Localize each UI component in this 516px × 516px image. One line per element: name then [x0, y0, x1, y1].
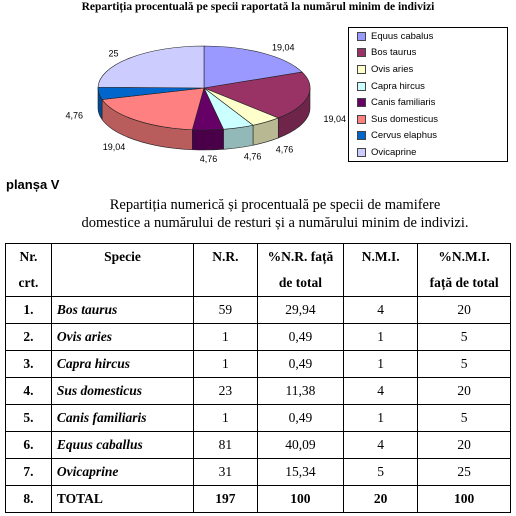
table-row [6, 297, 511, 324]
cell-pct-nmi: 25 [418, 459, 511, 486]
legend-swatch [357, 98, 366, 107]
legend-item [349, 128, 507, 145]
header-nr: Nr. crt. [6, 244, 52, 297]
cell-pct-nr: 0,49 [257, 405, 343, 432]
cell-pct-nmi: 20 [418, 432, 511, 459]
cell-nr: 3. [6, 351, 52, 378]
legend-label: Ovis aries [371, 63, 414, 75]
legend-swatch [357, 115, 366, 124]
table-title [60, 196, 490, 232]
cell-specie: Equus caballus [51, 432, 193, 459]
pie-data-label: 19,04 [102, 142, 126, 153]
cell-pct-nmi: 5 [418, 324, 511, 351]
cell-nmi: 20 [344, 486, 418, 513]
chart-legend [348, 27, 508, 162]
legend-label: Canis familiaris [371, 97, 436, 109]
header-pct-nmi: %N.M.I. față de total [418, 244, 511, 297]
header-specie: Specie [51, 244, 193, 297]
cell-pct-nmi: 5 [418, 351, 511, 378]
header-nmi: N.M.I. [344, 244, 418, 297]
cell-n-r: 1 [193, 351, 257, 378]
pie-data-label: 4,76 [243, 151, 262, 162]
cell-pct-nr: 15,34 [257, 459, 343, 486]
pie-data-label: 4,76 [65, 110, 84, 121]
cell-pct-nmi: 20 [418, 297, 511, 324]
cell-pct-nr: 40,09 [257, 432, 343, 459]
cell-n-r: 1 [193, 405, 257, 432]
cell-nr: 7. [6, 459, 52, 486]
table-row [6, 378, 511, 405]
cell-nmi: 1 [344, 405, 418, 432]
cell-nr: 1. [6, 297, 52, 324]
cell-pct-nmi: 100 [418, 486, 511, 513]
table-row [6, 459, 511, 486]
legend-item [349, 28, 507, 45]
cell-nr: 6. [6, 432, 52, 459]
cell-n-r: 23 [193, 378, 257, 405]
cell-n-r: 197 [193, 486, 257, 513]
table-title-line-2: domestice a numărului de resturi și a numărului minim de indivizi. [81, 215, 469, 231]
header-pct-nr: %N.R. față de total [257, 244, 343, 297]
cell-n-r: 1 [193, 324, 257, 351]
cell-specie: Sus domesticus [51, 378, 193, 405]
table-header-row [6, 244, 511, 297]
header-nr-count: N.R. [193, 244, 257, 297]
cell-nmi: 4 [344, 297, 418, 324]
legend-swatch [357, 131, 366, 140]
cell-total-label: TOTAL [51, 486, 193, 513]
cell-specie: Ovis aries [51, 324, 193, 351]
cell-specie: Bos taurus [51, 297, 193, 324]
legend-swatch [357, 48, 366, 57]
cell-pct-nr: 29,94 [257, 297, 343, 324]
legend-label: Sus domesticus [371, 113, 439, 125]
cell-n-r: 59 [193, 297, 257, 324]
legend-item [349, 111, 507, 128]
cell-nr: 4. [6, 378, 52, 405]
cell-nr: 5. [6, 405, 52, 432]
cell-pct-nmi: 20 [418, 378, 511, 405]
legend-item [349, 94, 507, 111]
table-total-row [6, 486, 511, 513]
cell-nmi: 1 [344, 351, 418, 378]
pie-data-label: 25 [108, 48, 119, 59]
legend-label: Bos taurus [371, 47, 417, 59]
legend-swatch [357, 82, 366, 91]
legend-label: Ovicaprine [371, 146, 417, 158]
table-row [6, 324, 511, 351]
cell-n-r: 81 [193, 432, 257, 459]
legend-item [349, 45, 507, 62]
legend-label: Equus cabalus [371, 30, 434, 42]
legend-label: Cervus elaphus [371, 130, 438, 142]
cell-pct-nr: 0,49 [257, 324, 343, 351]
cell-nmi: 1 [344, 324, 418, 351]
table-row [6, 432, 511, 459]
legend-label: Capra hircus [371, 80, 425, 92]
pie-data-label: 4,76 [199, 153, 218, 164]
cell-nr: 8. [6, 486, 52, 513]
legend-item [349, 144, 507, 161]
table-row [6, 405, 511, 432]
cell-pct-nmi: 5 [418, 405, 511, 432]
legend-swatch [357, 148, 366, 157]
species-table [5, 243, 511, 513]
cell-pct-nr: 11,38 [257, 378, 343, 405]
pie-data-label: 4,76 [275, 144, 294, 155]
legend-swatch [357, 65, 366, 74]
table-title-line-1: Repartiția numerică și procentuală pe specii de mamifere [109, 197, 441, 213]
cell-nmi: 4 [344, 432, 418, 459]
table-row [6, 351, 511, 378]
cell-specie: Canis familiaris [51, 405, 193, 432]
plate-label: planșa V [6, 177, 60, 192]
cell-specie: Ovicaprine [51, 459, 193, 486]
chart-title: Repartiția procentuală pe specii raportată la numărul minim de indivizi [81, 1, 435, 13]
pie-slice-side [192, 129, 223, 150]
legend-swatch [357, 32, 366, 41]
cell-nr: 2. [6, 324, 52, 351]
pie-data-label: 19,04 [323, 114, 347, 125]
legend-item [349, 61, 507, 78]
legend-item [349, 78, 507, 95]
cell-n-r: 31 [193, 459, 257, 486]
cell-pct-nr: 0,49 [257, 351, 343, 378]
cell-nmi: 4 [344, 378, 418, 405]
cell-specie: Capra hircus [51, 351, 193, 378]
cell-nmi: 5 [344, 459, 418, 486]
cell-pct-nr: 100 [257, 486, 343, 513]
pie-data-label: 19,04 [272, 42, 295, 53]
